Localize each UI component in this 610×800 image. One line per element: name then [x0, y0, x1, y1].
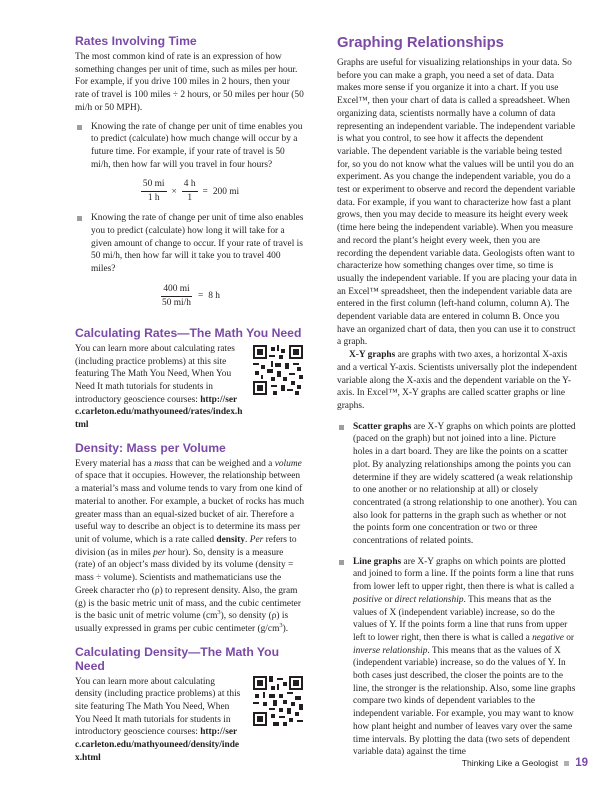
bullet-square-icon [77, 216, 82, 221]
rates-intro: The most common kind of rate is an expression of how something changes per unit of time, such as miles per hour. For example, if you drive 100 miles in 2 hours, then your rate of travel is 100 miles ÷ 2 hours, or 50 miles per hour (50 mi/h or 50 MPH). [75, 52, 304, 113]
rates-heading: Rates Involving Time [75, 34, 197, 48]
qr-code-icon[interactable] [253, 345, 303, 395]
eq1-equals: = [202, 186, 208, 197]
eq1-num1: 50 mi [141, 179, 167, 192]
bullet-text: Knowing the rate of change per unit of time enables you to predict (calculate) how much change will occur by a future time. For example, if your rate of travel is 50 mi/h, then how far will you travel in four hours? [91, 121, 303, 170]
eq2-num: 400 mi [161, 284, 191, 297]
calc-rates-heading: Calculating Rates—The Math You Need [75, 325, 302, 340]
eq1-times: × [171, 186, 177, 197]
calc-rates-text: You can learn more about calculating rates (including practice problems) at this site featuring The Math You Need, When You Need It math tutorials for students in introductory geoscience courses: http://serc.carleton.edu/mathyouneed/rates/index.html [75, 343, 243, 431]
bullet-text: Line graphs are X-Y graphs on which points are plotted and joined to form a line. If the points form a line that runs from lower left to upper right, then there is what is called a positive or direct relationship. This means that as the values of X (independent variable) increase, so do the values of Y. If the points form a line that runs from upper left to lower right, then there is what is called a negative or inverse relationship. This means that as the values of X (independent variable) increase, so do the values of Y. In both cases just described, the closer the points are to the line, the stronger is the relationship. Also, some line graphs compare two kinds of dependent variables to the independent variable. For example, you may want to know how plant height and number of leaves vary over the same time intervals. By plotting the data (two sets of dependent variable data) against the time [353, 556, 576, 758]
eq1-result: 200 mi [212, 186, 240, 197]
density-paragraph: Every material has a mass that can be weighed and a volume of space that it occupies. However, the relationship between a material’s mass and volume tends to vary from one kind of material to another. For example, a bucket of rocks has much greater mass than an equal-sized bucket of air. Therefore a useful way to describe an object is to determine its mass per unit of volume, which is a rate called density. Per refers to division (as in miles per hour). So, density is a measure (rate) of an object’s mass divided by its volume (density = mass ÷ volume). Scientists and mathematicians use the Greek character rho (ρ) to represent density. Also, the gram (g) is the basic metric unit of mass, and the cubic centimeter is the basic unit of metric volume $(cm^3)$, so density (ρ) is usually expressed in grams per cubic centimeter $(g/cm^3)$. [75, 458, 305, 634]
calc-rates-link[interactable]: http://serc.carleton.edu/mathyouneed/rates/index.html [75, 394, 243, 431]
eq1-den2: 1 [187, 193, 192, 204]
bullet-text: Scatter graphs are X-Y graphs on which points are plotted (paced on the graph) but not joined into a line. Picture holes in a dart board. They are like the points on a scatter plot. By analyzing relationships among the points you can determine if they are widely scattered (a weak relationship to one another or no relationship at all) or closely concentrated (a strong relationship to one another). You can also look for patterns in the graph such as whether or not the points form one concentration or two or three concentrations of related points. [353, 421, 577, 547]
calc-density-text: You can learn more about calculating density (including practice problems) at this site featuring The Math You Need, When You Need It math tutorials for students in introductory geoscience courses: http://serc.carleton.edu/mathyouneed/density/index.html [75, 676, 241, 763]
calc-density-heading: Calculating Density—The Math You Need [75, 644, 280, 673]
calc-density-block [75, 676, 305, 765]
page-footer [462, 757, 588, 769]
equation-distance [75, 179, 305, 204]
bullet-item [337, 556, 577, 759]
xy-graphs-paragraph: X-Y graphs are graphs with two axes, a horizontal X-axis and a vertical Y-axis. Scientists universally plot the independent variable along the X-axis and the dependent variable on the Y-axis. In Excel™, X-Y graphs are called scatter graphs or line graphs. [337, 350, 577, 411]
bullet-item [337, 421, 577, 548]
right-column [337, 34, 577, 759]
eq1-num2: 4 h [182, 179, 198, 192]
qr-code-icon[interactable] [253, 676, 303, 726]
left-column [75, 34, 305, 765]
graphing-paragraph: Graphs are useful for visualizing relationships in your data. So before you can make a graph, you need a set of data. Data makes more sense if you organize it into a chart. If you use Excel™, then your chart of data is called a spreadsheet. When organizing data, scientists normally have a column of data representing an independent variable. The independent variable is what you control, to see how it affects the dependent variable. The dependent variable is the variable being tested for, so you do not know what the values will be until you do an experiment. As you change the independent variable, you do a test or experiment to observe and record the dependent variable data. For example, if you want to characterize how fast a plant grows, then you may decide to measure its height every week (time here being the independent variable). When you measure and record the plant’s height every week, then you are recording the dependent variable data. Geologists often want to characterize how something changes over time, so time is usually the independent variable. If you are placing your data in an Excel™ spreadsheet, then the independent variable data are entered in the first column (left-hand column, column A). The dependent variable data are entered in column B. Once you have an organized chart of data, then you can use it to construct a graph. [337, 58, 577, 348]
book-title: Thinking Like a Geologist [461, 758, 559, 768]
graphing-heading: Graphing Relationships [337, 35, 504, 51]
eq2-result: 8 h [208, 291, 220, 302]
bullet-square-icon [339, 425, 344, 430]
eq2-equals: = [197, 291, 204, 302]
bullet-square-icon [77, 125, 82, 130]
equation-time [75, 284, 305, 309]
eq2-den: 50 mi/h [162, 297, 191, 308]
calc-rates-block [75, 343, 305, 432]
density-heading: Density: Mass per Volume [75, 440, 226, 455]
bullet-item [75, 212, 305, 276]
bullet-item [75, 121, 305, 172]
separator-square-icon [564, 761, 569, 766]
calc-density-link[interactable]: http://serc.carleton.edu/mathyouneed/density/index.html [75, 727, 240, 763]
bullet-square-icon [339, 560, 344, 565]
eq1-den1: 1 h [147, 193, 160, 204]
page-number: 19 [575, 757, 588, 769]
bullet-text: Knowing the rate of change per unit of time also enables you to predict (calculate) how long it will take for a given amount of change to occur. If your rate of travel is 50 mi/h, then how far will it take you to travel 400 miles? [91, 213, 304, 275]
